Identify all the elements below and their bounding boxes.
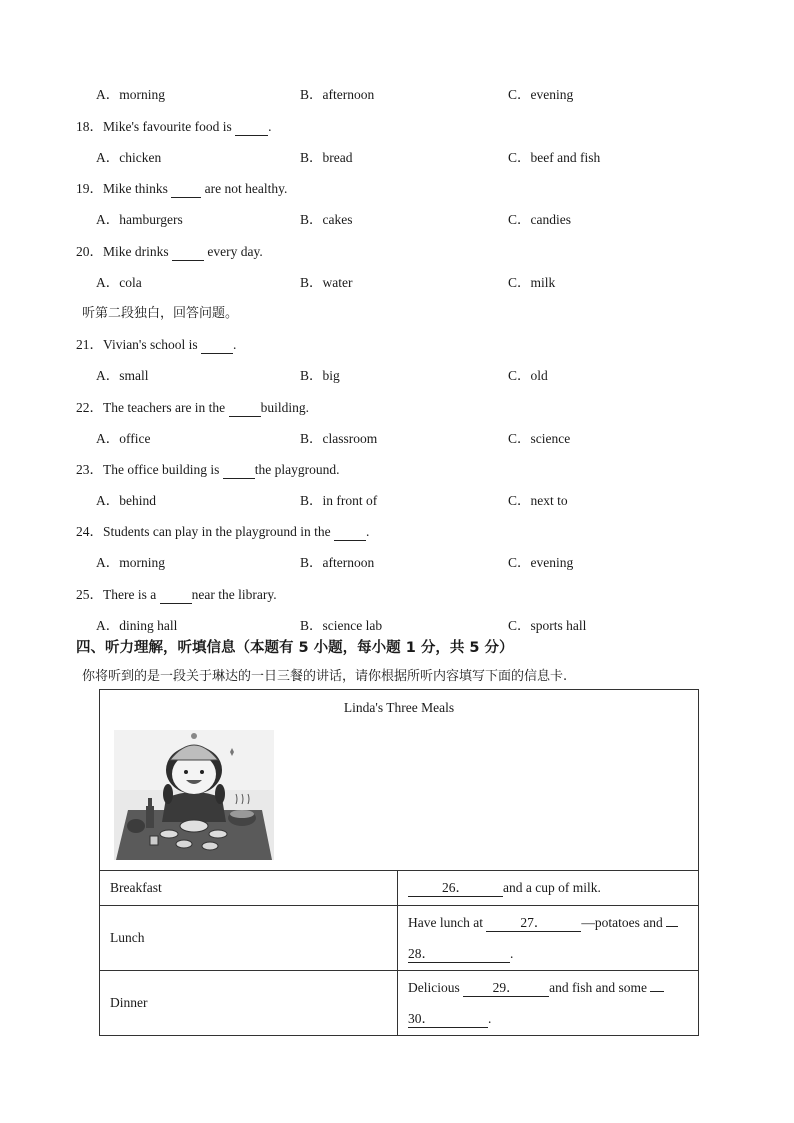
option-b: B．water [300,275,353,290]
option-c: C．old [508,368,548,383]
question-stem [76,115,272,136]
answer-blank[interactable] [171,181,201,198]
question-text-end: near the library. [191,587,277,602]
answer-blank[interactable] [160,587,192,604]
question-stem [76,396,309,417]
option-c: C．evening [508,555,574,570]
blank-30[interactable]: 30． [408,1011,488,1028]
blank-28-lead [666,926,678,927]
question-stem [76,583,277,604]
dinner-cell [398,971,699,1036]
lunch-pre: Have lunch at [408,915,487,930]
question-text-end: . [268,119,272,134]
question-text-end: . [365,524,370,539]
option-b: B．afternoon [300,555,375,570]
answer-blank[interactable] [235,119,268,136]
option-a: A．morning [96,555,165,570]
question-text-end: are not healthy. [201,181,288,196]
option-a: A．office [96,431,151,446]
lunch-mid: —potatoes and [581,915,667,930]
question-text: 22．The teachers are in the [76,400,229,415]
lunch-cell [398,906,699,971]
option-b: B．science lab [300,618,383,633]
answer-blank[interactable] [334,524,366,541]
option-b: B．bread [300,150,353,165]
dinner-pre: Delicious [408,980,464,995]
option-c: C．sports hall [508,618,587,633]
section4-instruction: 你将听到的是一段关于琳达的一日三餐的讲话，请你根据所听内容填写下面的信息卡. [82,669,568,684]
dinner-label: Dinner [100,971,398,1036]
blank-30-lead [650,991,664,992]
q17-option-a: A．morning [96,87,165,102]
option-a: A．behind [96,493,156,508]
lunch-label: Lunch [100,906,398,971]
blank-29[interactable]: 29． [463,980,549,997]
option-b: B．cakes [300,212,353,227]
question-text-end: every day. [204,244,263,259]
question-text-end: building. [260,400,309,415]
dinner-end: . [488,1011,492,1026]
section4-title: 四、听力理解，听填信息（本题有 5 小题，每小题 1 分，共 5 分） [76,640,514,656]
lunch-end: . [510,946,514,961]
option-a: A．small [96,368,149,383]
question-text: 24．Students can play in the playground in the [76,524,334,539]
blank-27[interactable]: 27． [486,915,581,932]
question-stem [76,240,263,261]
option-a: A．cola [96,275,142,290]
option-c: C．candies [508,212,571,227]
part2-instruction: 听第二段独白，回答问题。 [82,306,239,321]
option-c: C．milk [508,275,556,290]
blank-28[interactable]: 28． [408,946,510,963]
answer-blank[interactable] [229,400,261,417]
option-c: C．beef and fish [508,150,601,165]
option-c: C．next to [508,493,568,508]
card-title: Linda's Three Meals [343,700,455,715]
option-b: B．big [300,368,340,383]
answer-blank[interactable] [223,462,255,479]
question-text-end: the playground. [254,462,340,477]
option-a: A．chicken [96,150,162,165]
answer-blank[interactable] [172,244,204,261]
question-text: 21．Vivian's school is [76,337,201,352]
option-a: A．dining hall [96,618,178,633]
girl-eating-illustration [114,730,274,860]
q17-option-b: B．afternoon [300,87,375,102]
question-stem [76,333,236,354]
question-text: 20．Mike drinks [76,244,172,259]
breakfast-text: and a cup of milk. [503,879,601,895]
answer-blank[interactable] [201,337,233,354]
question-text: 19．Mike thinks [76,181,172,196]
option-b: B．classroom [300,431,378,446]
question-stem [76,177,287,198]
blank-26[interactable]: 26． [408,880,503,897]
option-c: C．science [508,431,571,446]
question-text: 23．The office building is [76,462,223,477]
q17-option-c: C．evening [508,87,574,102]
question-text: 25．There is a [76,587,160,602]
question-stem [76,520,369,541]
question-text-end: . [233,337,237,352]
option-a: A．hamburgers [96,212,183,227]
question-stem [76,458,339,479]
question-text: 18．Mike's favourite food is [76,119,236,134]
breakfast-label: Breakfast [100,871,398,906]
dinner-mid: and fish and some [549,980,651,995]
breakfast-cell [398,871,699,906]
option-b: B．in front of [300,493,378,508]
